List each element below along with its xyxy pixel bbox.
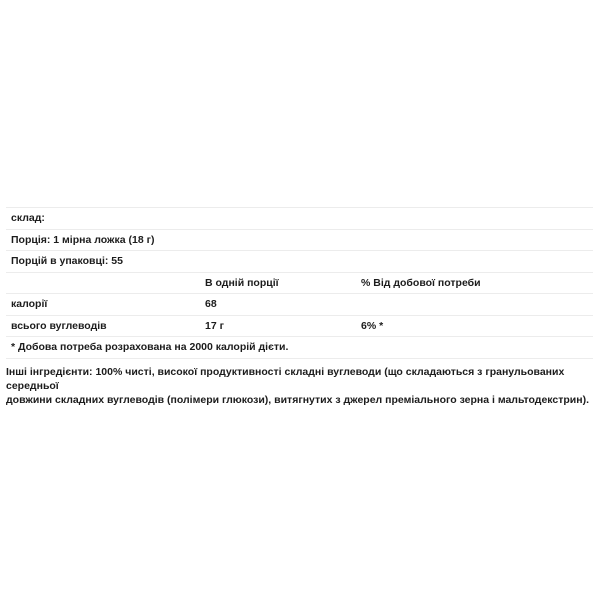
serving-size-row: [6, 230, 593, 252]
footnote: * Добова потреба розрахована на 2000 калорій дієти.: [11, 341, 289, 354]
nutrient-per-serving: 17 г: [205, 319, 224, 332]
nutrient-daily-value: 6% *: [361, 319, 384, 332]
header-per-serving: В одній порції: [205, 276, 279, 289]
servings-per-container-row: [6, 251, 593, 273]
servings-per-container: Порцій в упаковці: 55: [11, 255, 123, 268]
supplement-facts-table: [6, 207, 593, 359]
table-row: [6, 316, 593, 338]
header-daily-value: % Від добової потреби: [361, 276, 481, 289]
ingredients-line-2: довжини складних вуглеводів (полімери глюкози), витягнутих з джерел преміального зерна і мальтодекстрин).: [6, 394, 590, 406]
nutrient-name: калорії: [11, 298, 48, 311]
footnote-row: [6, 337, 593, 359]
composition-title: склад:: [11, 212, 45, 225]
nutrient-per-serving: 68: [205, 298, 217, 311]
serving-size: Порція: 1 мірна ложка (18 г): [11, 233, 155, 246]
ingredients-line-1: Інші інгредієнти: 100% чисті, високої продуктивності складні вуглеводи (що складаються з гранульованих середньої: [6, 366, 565, 392]
table-header-row: [6, 273, 593, 295]
nutrient-name: всього вуглеводів: [11, 319, 107, 332]
other-ingredients: [6, 365, 596, 407]
composition-title-row: [6, 208, 593, 230]
table-row: [6, 294, 593, 316]
